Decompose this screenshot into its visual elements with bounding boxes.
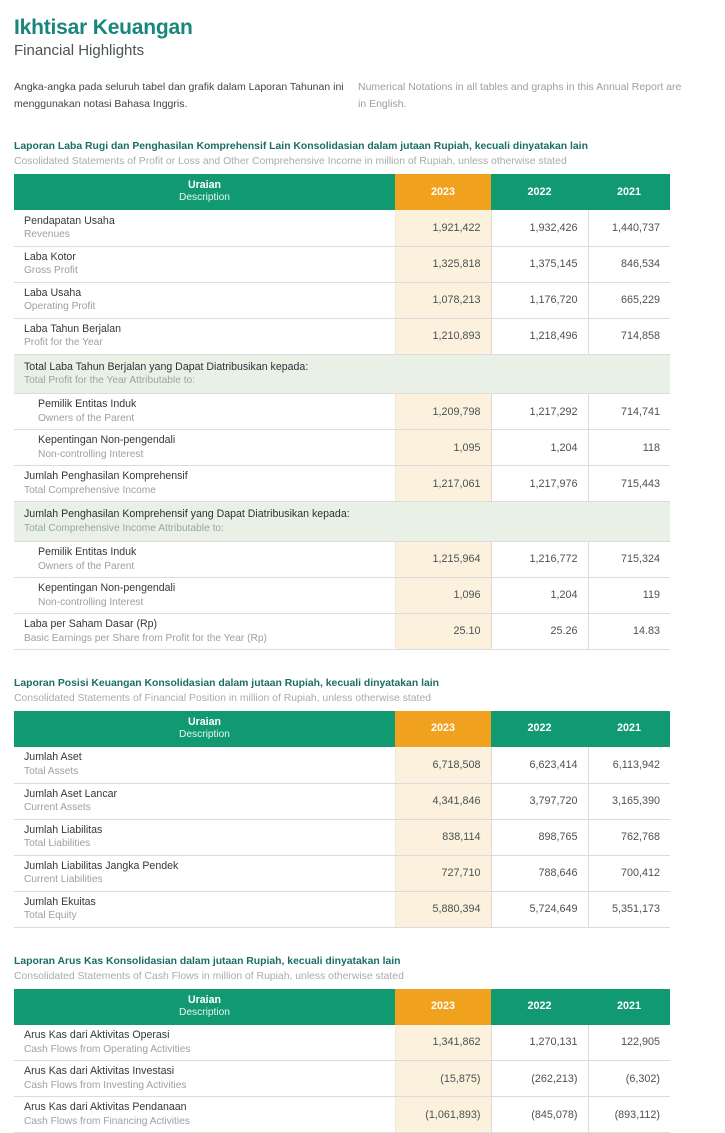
intro-text-id: Angka-angka pada seluruh tabel dan grafik dalam Laporan Tahunan ini menggunakan notasi Bahasa Inggris. xyxy=(14,81,344,111)
row-value-2023: 1,341,862 xyxy=(395,1025,491,1061)
tables-container xyxy=(14,139,711,1133)
table-row xyxy=(14,747,670,783)
table-group-row xyxy=(14,354,670,394)
column-header-2022 xyxy=(491,174,588,210)
row-label-cell xyxy=(14,466,395,502)
row-label-id: Laba per Saham Dasar (Rp) xyxy=(24,618,158,631)
row-label-id: Pemilik Entitas Induk xyxy=(38,398,137,411)
page-title-id: Ikhtisar Keuangan xyxy=(14,16,193,39)
row-value-2023: (1,061,893) xyxy=(395,1097,491,1133)
row-label-id: Pendapatan Usaha xyxy=(24,214,115,227)
row-label-en: Cash Flows from Financing Activities xyxy=(24,1115,190,1127)
row-value-2021: (893,112) xyxy=(588,1097,670,1133)
table-section-title xyxy=(14,139,711,169)
column-header-2021 xyxy=(588,711,670,747)
row-label-en: Total Liabilities xyxy=(24,838,91,850)
table-row xyxy=(14,246,670,282)
financial-table xyxy=(14,711,670,928)
row-value-2023: 1,921,422 xyxy=(395,210,491,246)
column-header-2021-label: 2021 xyxy=(616,1000,642,1013)
section-title-en: Cosolidated Statements of Profit or Loss and Other Comprehensive Income in million of Rupiah, unless otherwise stated xyxy=(14,156,567,168)
table-row xyxy=(14,466,670,502)
table-section-title xyxy=(14,954,711,984)
table-row xyxy=(14,210,670,246)
row-label-cell xyxy=(14,394,395,430)
row-value-2022: 3,797,720 xyxy=(491,783,588,819)
column-header-description-en: Description xyxy=(179,729,230,741)
row-label-cell xyxy=(14,819,395,855)
row-value-2021: 700,412 xyxy=(588,855,670,891)
intro-column-id xyxy=(14,79,344,113)
row-label-id: Laba Kotor xyxy=(24,250,76,263)
row-label-en: Total Equity xyxy=(24,910,77,922)
row-label-en: Total Comprehensive Income xyxy=(24,485,156,497)
row-label-id: Jumlah Liabilitas xyxy=(24,823,103,836)
table-row xyxy=(14,783,670,819)
row-label-en: Total Assets xyxy=(24,766,79,778)
row-value-2022: 1,217,292 xyxy=(491,394,588,430)
row-label-cell xyxy=(14,1025,395,1061)
row-label-id: Kepentingan Non-pengendali xyxy=(38,434,176,447)
column-header-2023-label: 2023 xyxy=(430,1000,456,1013)
row-label-id: Kepentingan Non-pengendali xyxy=(38,582,176,595)
row-value-2022: 1,217,976 xyxy=(491,466,588,502)
row-label-cell xyxy=(14,855,395,891)
row-value-2022: 25.26 xyxy=(491,613,588,649)
group-label-id: Total Laba Tahun Berjalan yang Dapat Diatribusikan kepada: xyxy=(24,360,309,373)
row-value-2022: 1,204 xyxy=(491,430,588,466)
column-header-description xyxy=(14,174,395,210)
table-group-label xyxy=(14,354,670,394)
row-value-2023: 727,710 xyxy=(395,855,491,891)
financial-table xyxy=(14,989,670,1133)
row-label-id: Jumlah Ekuitas xyxy=(24,895,96,908)
row-value-2023: 1,217,061 xyxy=(395,466,491,502)
row-label-id: Arus Kas dari Aktivitas Pendanaan xyxy=(24,1101,187,1114)
table-header-row xyxy=(14,174,670,210)
column-header-description xyxy=(14,989,395,1025)
row-label-en: Owners of the Parent xyxy=(38,560,135,572)
column-header-2023 xyxy=(395,711,491,747)
table-row xyxy=(14,430,670,466)
table-row xyxy=(14,1061,670,1097)
row-value-2023: 6,718,508 xyxy=(395,747,491,783)
table-row xyxy=(14,394,670,430)
row-label-id: Jumlah Penghasilan Komprehensif xyxy=(24,470,188,483)
row-value-2022: 6,623,414 xyxy=(491,747,588,783)
table-row xyxy=(14,613,670,649)
row-value-2021: 118 xyxy=(588,430,670,466)
row-label-id: Arus Kas dari Aktivitas Operasi xyxy=(24,1029,170,1042)
row-value-2023: 1,215,964 xyxy=(395,541,491,577)
table-header-row xyxy=(14,989,670,1025)
row-value-2021: 1,440,737 xyxy=(588,210,670,246)
row-label-en: Revenues xyxy=(24,229,70,241)
row-value-2021: 14.83 xyxy=(588,613,670,649)
row-value-2022: 5,724,649 xyxy=(491,891,588,927)
table-row xyxy=(14,1097,670,1133)
row-value-2021: (6,302) xyxy=(588,1061,670,1097)
column-header-2021-label: 2021 xyxy=(616,185,642,198)
row-value-2022: 898,765 xyxy=(491,819,588,855)
column-header-description-id: Uraian xyxy=(188,179,221,192)
row-label-en: Current Assets xyxy=(24,802,91,814)
row-label-cell xyxy=(14,891,395,927)
column-header-description-en: Description xyxy=(179,192,230,204)
table-group-row xyxy=(14,502,670,542)
financial-table xyxy=(14,174,670,650)
row-value-2021: 3,165,390 xyxy=(588,783,670,819)
column-header-2023-label: 2023 xyxy=(430,185,456,198)
table-row xyxy=(14,318,670,354)
section-title-id: Laporan Laba Rugi dan Penghasilan Komprehensif Lain Konsolidasian dalam jutaan Rupiah, kecuali dinyatakan lain xyxy=(14,141,588,153)
row-label-cell xyxy=(14,430,395,466)
column-header-description-en: Description xyxy=(179,1006,230,1018)
section-title-id: Laporan Posisi Keuangan Konsolidasian dalam jutaan Rupiah, kecuali dinyatakan lain xyxy=(14,677,439,689)
row-value-2021: 119 xyxy=(588,577,670,613)
row-label-id: Arus Kas dari Aktivitas Investasi xyxy=(24,1065,175,1078)
column-header-2022-label: 2022 xyxy=(527,722,552,735)
row-value-2023: 1,095 xyxy=(395,430,491,466)
column-header-2022-label: 2022 xyxy=(527,1000,552,1013)
row-value-2023: (15,875) xyxy=(395,1061,491,1097)
column-header-2022 xyxy=(491,711,588,747)
row-label-cell xyxy=(14,1097,395,1133)
column-header-2021 xyxy=(588,174,670,210)
row-label-cell xyxy=(14,747,395,783)
row-label-en: Owners of the Parent xyxy=(38,413,135,425)
row-value-2021: 665,229 xyxy=(588,282,670,318)
page-title-en: Financial Highlights xyxy=(14,41,145,59)
column-header-2022-label: 2022 xyxy=(527,185,552,198)
row-value-2022: 1,375,145 xyxy=(491,246,588,282)
column-header-description xyxy=(14,711,395,747)
table-row xyxy=(14,855,670,891)
column-header-2022 xyxy=(491,989,588,1025)
row-value-2022: 1,932,426 xyxy=(491,210,588,246)
table-row xyxy=(14,1025,670,1061)
row-value-2023: 4,341,846 xyxy=(395,783,491,819)
column-header-2023 xyxy=(395,989,491,1025)
row-value-2022: 1,216,772 xyxy=(491,541,588,577)
row-value-2023: 1,209,798 xyxy=(395,394,491,430)
row-value-2021: 6,113,942 xyxy=(588,747,670,783)
row-label-en: Basic Earnings per Share from Profit for the Year (Rp) xyxy=(24,632,267,644)
row-label-en: Non-controlling Interest xyxy=(38,596,144,608)
row-label-id: Jumlah Liabilitas Jangka Pendek xyxy=(24,859,179,872)
row-value-2021: 715,324 xyxy=(588,541,670,577)
row-label-cell xyxy=(14,246,395,282)
row-value-2023: 25.10 xyxy=(395,613,491,649)
row-value-2023: 1,078,213 xyxy=(395,282,491,318)
section-title-en: Consolidated Statements of Cash Flows in million of Rupiah, unless otherwise stated xyxy=(14,970,404,982)
row-label-en: Cash Flows from Investing Activities xyxy=(24,1079,187,1091)
row-label-en: Profit for the Year xyxy=(24,337,103,349)
row-value-2023: 838,114 xyxy=(395,819,491,855)
table-group-label xyxy=(14,502,670,542)
row-label-en: Cash Flows from Operating Activities xyxy=(24,1043,191,1055)
row-label-id: Jumlah Aset xyxy=(24,751,82,764)
table-row xyxy=(14,282,670,318)
row-value-2022: 1,218,496 xyxy=(491,318,588,354)
row-label-id: Pemilik Entitas Induk xyxy=(38,546,137,559)
row-value-2021: 714,858 xyxy=(588,318,670,354)
row-label-cell xyxy=(14,1061,395,1097)
column-header-description-id: Uraian xyxy=(188,716,221,729)
row-label-cell xyxy=(14,541,395,577)
row-label-cell xyxy=(14,318,395,354)
table-row xyxy=(14,577,670,613)
row-value-2022: (845,078) xyxy=(491,1097,588,1133)
column-header-2021-label: 2021 xyxy=(616,722,642,735)
row-value-2022: 788,646 xyxy=(491,855,588,891)
row-label-cell xyxy=(14,577,395,613)
intro-column-en xyxy=(358,79,688,113)
table-row xyxy=(14,541,670,577)
column-header-2021 xyxy=(588,989,670,1025)
row-value-2023: 1,325,818 xyxy=(395,246,491,282)
row-label-id: Laba Usaha xyxy=(24,286,82,299)
column-header-description-id: Uraian xyxy=(188,993,221,1006)
row-label-cell xyxy=(14,282,395,318)
table-section-title xyxy=(14,676,711,706)
row-value-2022: 1,204 xyxy=(491,577,588,613)
row-label-en: Current Liabilities xyxy=(24,874,103,886)
row-value-2022: 1,176,720 xyxy=(491,282,588,318)
table-row xyxy=(14,891,670,927)
column-header-2023 xyxy=(395,174,491,210)
row-value-2021: 715,443 xyxy=(588,466,670,502)
group-label-en: Total Profit for the Year Attributable to: xyxy=(24,375,196,387)
row-label-en: Operating Profit xyxy=(24,301,96,313)
section-title-id: Laporan Arus Kas Konsolidasian dalam jutaan Rupiah, kecuali dinyatakan lain xyxy=(14,955,401,967)
intro-text-en: Numerical Notations in all tables and graphs in this Annual Report are in English. xyxy=(358,81,682,111)
row-value-2021: 5,351,173 xyxy=(588,891,670,927)
row-value-2023: 1,096 xyxy=(395,577,491,613)
group-label-id: Jumlah Penghasilan Komprehensif yang Dapat Diatribusikan kepada: xyxy=(24,508,350,521)
table-row xyxy=(14,819,670,855)
column-header-2023-label: 2023 xyxy=(430,722,456,735)
row-label-en: Non-controlling Interest xyxy=(38,449,144,461)
row-value-2021: 762,768 xyxy=(588,819,670,855)
table-header-row xyxy=(14,711,670,747)
row-value-2021: 122,905 xyxy=(588,1025,670,1061)
row-value-2023: 1,210,893 xyxy=(395,318,491,354)
row-label-cell xyxy=(14,210,395,246)
row-value-2021: 714,741 xyxy=(588,394,670,430)
row-value-2021: 846,534 xyxy=(588,246,670,282)
row-label-cell xyxy=(14,783,395,819)
row-label-id: Jumlah Aset Lancar xyxy=(24,787,118,800)
section-title-en: Consolidated Statements of Financial Position in million of Rupiah, unless otherwise stated xyxy=(14,692,432,704)
row-label-id: Laba Tahun Berjalan xyxy=(24,322,121,335)
page-header xyxy=(14,0,711,60)
row-value-2023: 5,880,394 xyxy=(395,891,491,927)
intro-block xyxy=(14,79,711,113)
row-value-2022: (262,213) xyxy=(491,1061,588,1097)
row-value-2022: 1,270,131 xyxy=(491,1025,588,1061)
row-label-cell xyxy=(14,613,395,649)
row-label-en: Gross Profit xyxy=(24,265,78,277)
group-label-en: Total Comprehensive Income Attributable to: xyxy=(24,522,224,534)
